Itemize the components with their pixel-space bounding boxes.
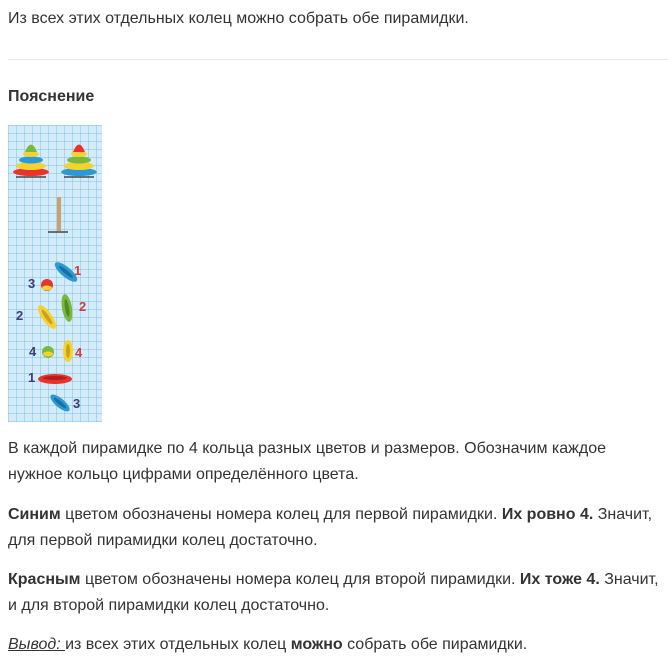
para2-text2: Значит, для первой пирамидки колец достаточно. bbox=[8, 506, 653, 549]
explanation-paragraph-2 bbox=[8, 502, 660, 554]
pyramid-rings-illustration bbox=[8, 125, 102, 422]
section-heading: Пояснение bbox=[8, 88, 95, 105]
conclusion-label: Вывод: bbox=[8, 636, 66, 653]
para4-text1: из всех этих отдельных колец bbox=[65, 636, 291, 653]
label-blue-3: 3 bbox=[28, 276, 36, 291]
label-blue-1: 1 bbox=[28, 370, 36, 385]
para4-strong: можно bbox=[290, 636, 343, 653]
label-blue-4: 4 bbox=[29, 344, 37, 359]
intro-text: Из всех этих отдельных колец можно собрать обе пирамидки. bbox=[8, 10, 469, 27]
para2-strong: Их ровно 4. bbox=[501, 506, 594, 523]
explanation-paragraph-3 bbox=[8, 567, 660, 619]
para4-text2: собрать обе пирамидки. bbox=[342, 636, 528, 653]
para3-strong: Их тоже 4. bbox=[519, 571, 600, 588]
label-red-1: 1 bbox=[74, 263, 82, 278]
para2-text1: цветом обозначены номера колец для первой пирамидки. bbox=[60, 506, 502, 523]
divider bbox=[8, 59, 668, 60]
label-blue-3b: 3 bbox=[73, 396, 81, 411]
label-blue-2: 2 bbox=[16, 308, 24, 323]
label-red-2: 2 bbox=[79, 299, 87, 314]
blue-lead: Синим bbox=[8, 506, 61, 523]
label-red-4: 4 bbox=[75, 345, 83, 360]
conclusion-paragraph bbox=[8, 632, 660, 658]
explanation-paragraph-1: В каждой пирамидке по 4 кольца разных цветов и размеров. Обозначим каждое нужное кольцо цифрами определённого цвета. bbox=[8, 440, 606, 483]
para3-text1: цветом обозначены номера колец для второй пирамидки. bbox=[80, 571, 520, 588]
red-lead: Красным bbox=[8, 571, 81, 588]
para3-text2: Значит, и для второй пирамидки колец достаточно. bbox=[8, 571, 659, 614]
